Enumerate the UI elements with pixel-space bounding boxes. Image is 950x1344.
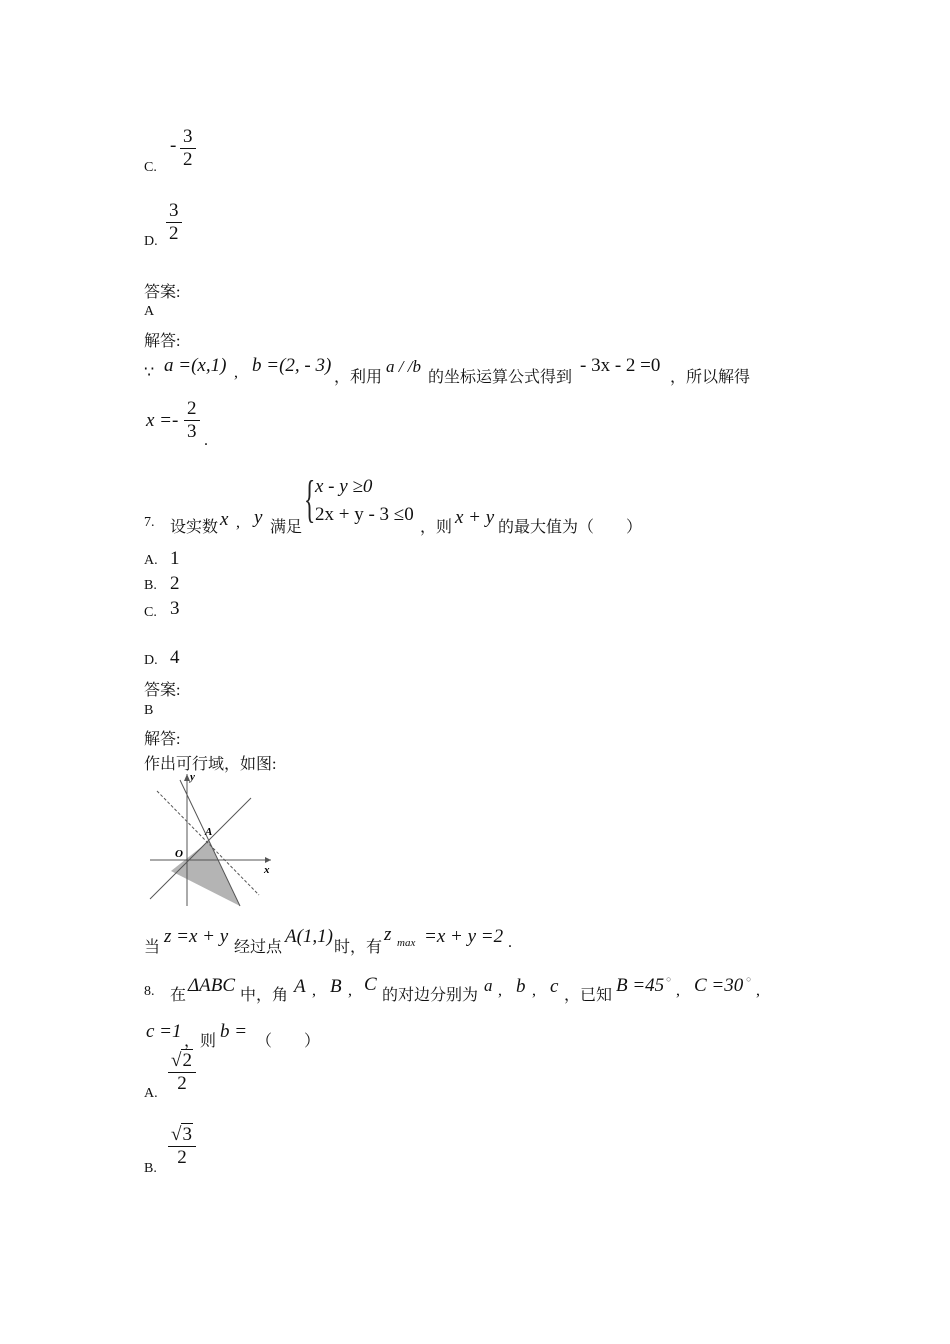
because-symbol: ∵ [144,364,155,381]
equation: - 3x - 2 =0 [580,355,661,376]
comma: , [676,982,680,999]
x-axis-arrow [265,857,271,863]
period: . [204,432,208,449]
degree-symbol: ○ [746,974,752,984]
option-a-label: A. [144,1086,158,1101]
comma: , [756,982,760,999]
fraction-numerator [168,1124,196,1147]
period: . [508,934,512,951]
solution-text: 经过点 [234,939,283,956]
option-d-label: D. [144,653,158,668]
answer-title: 答案: [144,682,181,699]
vector-b: b =(2, - 3) [252,355,332,376]
fraction-numerator: 3 [166,200,182,223]
ask-b: b = [220,1021,248,1042]
parallel-expr: a / /b [386,357,421,376]
option-a-fraction [168,1050,196,1095]
comma: , [498,982,502,999]
solution-title: 解答: [144,731,181,748]
solution-text: 当 [144,939,161,956]
option-c-value: 3 [170,598,180,619]
fraction-numerator: 2 [184,398,200,421]
inequality-2: 2x + y - 3 ≤0 [315,504,414,525]
option-c-fraction [180,126,196,171]
solution-text: 时，有 [334,939,383,956]
question-number: 8. [144,984,155,999]
inequality-1: x - y ≥0 [315,476,373,497]
question-text: 中，角 [240,987,289,1004]
point-a: A(1,1) [285,926,334,947]
solution-text: ，所以解得 [670,369,751,386]
sqrt-symbol: √3 [171,1124,192,1145]
answer-title: 答案: [144,284,181,301]
comma: , [348,982,352,999]
angle-c: C [364,974,377,995]
z-letter: z [384,924,392,945]
question-text: 在 [170,987,187,1004]
triangle-abc: ΔABC [188,975,236,996]
point-a-label: A [205,826,213,838]
answer-value: A [144,304,155,319]
answer-value: B [144,703,154,718]
degree-symbol: ○ [666,974,672,984]
question-text: ，则 [420,519,453,536]
option-a-label: A. [144,553,158,568]
answer-paren: （ ） [256,1033,321,1050]
y-axis-label: y [190,771,195,783]
side-c: c [550,976,559,997]
solution-text: 作出可行域，如图: [144,756,277,773]
radicand: 3 [182,1124,192,1145]
comma: , [312,982,316,999]
var-x: x [220,509,229,530]
option-c-label: C. [144,605,157,620]
option-c-sign: - [170,135,177,156]
question-text: 设实数 [170,519,219,536]
option-b-fraction [168,1124,196,1169]
option-d-fraction [166,200,182,245]
x-result-lhs: x =- [146,410,179,431]
fraction-denominator: 3 [187,421,197,442]
condition-c: C =30 [694,975,744,996]
question-text: ，则 [184,1033,217,1050]
x-result-fraction [184,398,200,443]
feasible-region-figure [145,770,280,912]
question-text: 的最大值为（ ） [498,519,643,536]
sqrt-symbol: √2 [171,1050,192,1071]
side-b: b [516,976,526,997]
question-number: 7. [144,515,155,530]
solution-text: ，利用 [334,369,383,386]
vector-a: a =(x,1) [164,355,227,376]
comma: , [532,982,536,999]
option-c-label: C. [144,160,157,175]
fraction-numerator [168,1050,196,1073]
option-d-value: 4 [170,647,180,668]
origin-label: O [175,848,183,860]
comma: , [236,514,240,531]
fraction-denominator: 2 [169,223,179,244]
option-b-value: 2 [170,573,180,594]
question-text: ，已知 [564,987,613,1004]
angle-a: A [294,976,306,997]
question-text: 的对边分别为 [382,987,479,1004]
solution-text: 的坐标运算公式得到 [428,369,573,386]
fraction-numerator: 3 [180,126,196,149]
comma: , [234,364,238,381]
condition-b: B =45 [616,975,665,996]
var-y: y [254,507,263,528]
side-a: a [484,976,493,995]
question-text: 满足 [270,519,303,536]
option-b-label: B. [144,578,157,593]
radicand: 2 [182,1050,192,1071]
objective-expr: x + y [455,507,495,528]
fraction-denominator: 2 [183,149,193,170]
max-subscript: max [397,937,416,949]
fraction-denominator: 2 [177,1073,187,1094]
option-d-label: D. [144,234,158,249]
objective-function: z =x + y [164,926,229,947]
max-result: =x + y =2 [424,926,504,947]
system-brace: { [304,471,316,528]
solution-title: 解答: [144,333,181,350]
option-a-value: 1 [170,548,180,569]
condition-side-c: c =1 [146,1021,182,1042]
angle-b: B [330,976,342,997]
fraction-denominator: 2 [177,1147,187,1168]
option-b-label: B. [144,1161,157,1176]
x-axis-label: x [264,864,270,876]
